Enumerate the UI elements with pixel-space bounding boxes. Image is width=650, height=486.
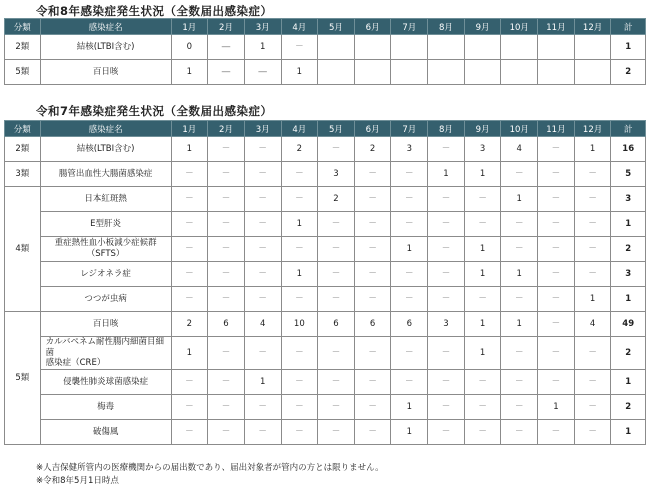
month-cell: － bbox=[281, 337, 318, 370]
month-cell bbox=[538, 60, 575, 85]
col-header: 7月 bbox=[391, 19, 428, 35]
month-cell: － bbox=[244, 262, 281, 287]
month-cell: － bbox=[428, 262, 465, 287]
month-cell: － bbox=[244, 419, 281, 444]
month-cell: 1 bbox=[501, 312, 538, 337]
col-header: 計 bbox=[611, 121, 646, 137]
total-cell: 5 bbox=[611, 162, 646, 187]
month-cell: 1 bbox=[281, 212, 318, 237]
col-header: 12月 bbox=[574, 19, 611, 35]
table-row bbox=[5, 337, 646, 370]
total-cell: 2 bbox=[611, 237, 646, 262]
month-cell bbox=[574, 35, 611, 60]
month-cell: － bbox=[464, 419, 501, 444]
category-cell: 2類 bbox=[5, 35, 41, 60]
month-cell bbox=[354, 60, 391, 85]
month-cell: － bbox=[281, 187, 318, 212]
month-cell: 1 bbox=[501, 262, 538, 287]
section-r7-title: 令和7年感染症発生状況（全数届出感染症） bbox=[36, 104, 273, 118]
month-cell: 3 bbox=[391, 137, 428, 162]
month-cell: － bbox=[281, 35, 318, 60]
table-row bbox=[5, 237, 646, 262]
month-cell: 2 bbox=[354, 137, 391, 162]
month-cell: － bbox=[354, 162, 391, 187]
month-cell: 0 bbox=[171, 35, 208, 60]
disease-name: 腸管出血性大腸菌感染症 bbox=[40, 162, 171, 187]
month-cell: － bbox=[171, 237, 208, 262]
month-cell bbox=[574, 60, 611, 85]
month-cell: 3 bbox=[428, 312, 465, 337]
month-cell: － bbox=[428, 212, 465, 237]
month-cell: － bbox=[281, 394, 318, 419]
month-cell bbox=[318, 60, 355, 85]
section-r8-title: 令和8年感染症発生状況（全数届出感染症） bbox=[36, 4, 273, 18]
col-header: 計 bbox=[611, 19, 646, 35]
month-cell: － bbox=[391, 287, 428, 312]
month-cell: － bbox=[281, 419, 318, 444]
table-row bbox=[5, 419, 646, 444]
disease-name: つつが虫病 bbox=[40, 287, 171, 312]
month-cell: － bbox=[538, 137, 575, 162]
col-header: 9月 bbox=[464, 19, 501, 35]
col-header: 分類 bbox=[5, 121, 41, 137]
category-cell: 2類 bbox=[5, 137, 41, 162]
month-cell: － bbox=[281, 237, 318, 262]
month-cell: 1 bbox=[244, 369, 281, 394]
month-cell: － bbox=[244, 162, 281, 187]
month-cell: － bbox=[574, 237, 611, 262]
month-cell: 6 bbox=[354, 312, 391, 337]
month-cell bbox=[501, 60, 538, 85]
month-cell: － bbox=[208, 187, 245, 212]
col-header: 8月 bbox=[428, 121, 465, 137]
month-cell: － bbox=[538, 237, 575, 262]
month-cell: 4 bbox=[574, 312, 611, 337]
col-header: 6月 bbox=[354, 19, 391, 35]
month-cell: 1 bbox=[464, 337, 501, 370]
month-cell bbox=[464, 35, 501, 60]
month-cell: － bbox=[171, 162, 208, 187]
month-cell: － bbox=[318, 137, 355, 162]
col-header: 12月 bbox=[574, 121, 611, 137]
total-cell: 2 bbox=[611, 337, 646, 370]
month-cell: － bbox=[501, 212, 538, 237]
total-cell: 3 bbox=[611, 187, 646, 212]
month-cell: － bbox=[538, 369, 575, 394]
month-cell: － bbox=[391, 162, 428, 187]
month-cell: 1 bbox=[171, 337, 208, 370]
month-cell: － bbox=[428, 137, 465, 162]
month-cell: 1 bbox=[538, 394, 575, 419]
footnote-2: ※令和8年5月1日時点 bbox=[36, 476, 119, 486]
month-cell: 10 bbox=[281, 312, 318, 337]
month-cell: － bbox=[501, 237, 538, 262]
month-cell: － bbox=[354, 394, 391, 419]
month-cell: － bbox=[574, 369, 611, 394]
month-cell bbox=[464, 60, 501, 85]
month-cell: 1 bbox=[244, 35, 281, 60]
total-cell: 16 bbox=[611, 137, 646, 162]
disease-name: 百日咳 bbox=[40, 60, 171, 85]
month-cell: 1 bbox=[171, 137, 208, 162]
col-header: 分類 bbox=[5, 19, 41, 35]
month-cell: － bbox=[428, 237, 465, 262]
month-cell: － bbox=[318, 237, 355, 262]
month-cell: － bbox=[171, 187, 208, 212]
month-cell: － bbox=[244, 394, 281, 419]
month-cell: 4 bbox=[244, 312, 281, 337]
table-row bbox=[5, 212, 646, 237]
disease-name: 結核(LTBI含む) bbox=[40, 137, 171, 162]
month-cell: 1 bbox=[501, 187, 538, 212]
month-cell: － bbox=[428, 394, 465, 419]
col-header: 3月 bbox=[244, 19, 281, 35]
col-header: 5月 bbox=[318, 19, 355, 35]
month-cell: － bbox=[354, 212, 391, 237]
month-cell: － bbox=[354, 187, 391, 212]
month-cell: 2 bbox=[318, 187, 355, 212]
month-cell: － bbox=[244, 187, 281, 212]
total-cell: 1 bbox=[611, 287, 646, 312]
month-cell: － bbox=[391, 187, 428, 212]
month-cell: － bbox=[574, 419, 611, 444]
table-row bbox=[5, 187, 646, 212]
disease-name: 破傷風 bbox=[40, 419, 171, 444]
table-row bbox=[5, 394, 646, 419]
col-header: 11月 bbox=[538, 121, 575, 137]
month-cell: － bbox=[244, 337, 281, 370]
month-cell bbox=[428, 35, 465, 60]
month-cell: － bbox=[244, 212, 281, 237]
col-header: 8月 bbox=[428, 19, 465, 35]
table-row bbox=[5, 312, 646, 337]
month-cell: － bbox=[354, 369, 391, 394]
month-cell: 1 bbox=[464, 262, 501, 287]
month-cell: － bbox=[208, 337, 245, 370]
month-cell: － bbox=[318, 262, 355, 287]
col-header: 2月 bbox=[208, 19, 245, 35]
month-cell: － bbox=[208, 419, 245, 444]
month-cell: 2 bbox=[171, 312, 208, 337]
month-cell: － bbox=[318, 287, 355, 312]
month-cell: 1 bbox=[464, 237, 501, 262]
disease-name: 結核(LTBI含む) bbox=[40, 35, 171, 60]
month-cell: 1 bbox=[428, 162, 465, 187]
month-cell: － bbox=[354, 287, 391, 312]
month-cell: － bbox=[464, 212, 501, 237]
month-cell: 1 bbox=[391, 394, 428, 419]
month-cell: － bbox=[354, 262, 391, 287]
month-cell: － bbox=[318, 337, 355, 370]
month-cell: － bbox=[318, 394, 355, 419]
month-cell: － bbox=[354, 419, 391, 444]
month-cell: － bbox=[354, 337, 391, 370]
col-header: 2月 bbox=[208, 121, 245, 137]
col-header: 4月 bbox=[281, 19, 318, 35]
col-header: 5月 bbox=[318, 121, 355, 137]
col-header: 9月 bbox=[464, 121, 501, 137]
month-cell: － bbox=[501, 394, 538, 419]
month-cell: － bbox=[501, 337, 538, 370]
month-cell: － bbox=[318, 212, 355, 237]
col-header: 10月 bbox=[501, 121, 538, 137]
month-cell: － bbox=[244, 237, 281, 262]
month-cell: － bbox=[428, 337, 465, 370]
total-cell: 1 bbox=[611, 35, 646, 60]
table-row bbox=[5, 262, 646, 287]
month-cell: － bbox=[574, 187, 611, 212]
month-cell: － bbox=[574, 337, 611, 370]
month-cell: － bbox=[318, 419, 355, 444]
month-cell: － bbox=[538, 162, 575, 187]
disease-name: E型肝炎 bbox=[40, 212, 171, 237]
month-cell: － bbox=[464, 394, 501, 419]
month-cell: － bbox=[208, 287, 245, 312]
month-cell bbox=[391, 60, 428, 85]
category-cell: 5類 bbox=[5, 312, 41, 445]
month-cell: 1 bbox=[574, 287, 611, 312]
col-header: 7月 bbox=[391, 121, 428, 137]
month-cell: － bbox=[538, 212, 575, 237]
month-cell: 3 bbox=[464, 137, 501, 162]
month-cell: － bbox=[538, 419, 575, 444]
disease-name: 日本紅斑熱 bbox=[40, 187, 171, 212]
month-cell bbox=[354, 35, 391, 60]
month-cell: － bbox=[208, 137, 245, 162]
month-cell: － bbox=[244, 137, 281, 162]
col-header: 感染症名 bbox=[40, 19, 171, 35]
month-cell: － bbox=[171, 369, 208, 394]
disease-name: 侵襲性肺炎球菌感染症 bbox=[40, 369, 171, 394]
month-cell: 1 bbox=[464, 312, 501, 337]
month-cell: ― bbox=[208, 35, 245, 60]
month-cell: － bbox=[281, 287, 318, 312]
month-cell: － bbox=[464, 287, 501, 312]
month-cell: 6 bbox=[391, 312, 428, 337]
disease-name: 百日咳 bbox=[40, 312, 171, 337]
col-header: 4月 bbox=[281, 121, 318, 137]
month-cell: － bbox=[281, 369, 318, 394]
month-cell: ― bbox=[208, 60, 245, 85]
month-cell: 1 bbox=[464, 162, 501, 187]
month-cell: － bbox=[538, 312, 575, 337]
month-cell: 3 bbox=[318, 162, 355, 187]
table-r8 bbox=[4, 18, 646, 85]
month-cell: － bbox=[464, 369, 501, 394]
col-header: 10月 bbox=[501, 19, 538, 35]
month-cell: － bbox=[538, 187, 575, 212]
month-cell: － bbox=[428, 419, 465, 444]
month-cell: － bbox=[391, 337, 428, 370]
month-cell: － bbox=[501, 369, 538, 394]
total-cell: 1 bbox=[611, 369, 646, 394]
month-cell: 6 bbox=[318, 312, 355, 337]
month-cell: － bbox=[208, 212, 245, 237]
month-cell: － bbox=[574, 212, 611, 237]
table-row bbox=[5, 162, 646, 187]
total-cell: 2 bbox=[611, 394, 646, 419]
month-cell: 1 bbox=[391, 237, 428, 262]
month-cell: － bbox=[538, 262, 575, 287]
month-cell: － bbox=[501, 419, 538, 444]
total-cell: 3 bbox=[611, 262, 646, 287]
month-cell: 1 bbox=[281, 60, 318, 85]
month-cell: － bbox=[574, 162, 611, 187]
month-cell: － bbox=[208, 237, 245, 262]
month-cell: － bbox=[208, 394, 245, 419]
month-cell: － bbox=[391, 212, 428, 237]
month-cell: 1 bbox=[391, 419, 428, 444]
month-cell: － bbox=[428, 187, 465, 212]
month-cell: － bbox=[171, 419, 208, 444]
month-cell: － bbox=[574, 262, 611, 287]
month-cell: － bbox=[391, 369, 428, 394]
category-cell: 5類 bbox=[5, 60, 41, 85]
month-cell bbox=[391, 35, 428, 60]
month-cell: － bbox=[501, 287, 538, 312]
month-cell: － bbox=[501, 162, 538, 187]
col-header: 感染症名 bbox=[40, 121, 171, 137]
total-cell: 1 bbox=[611, 212, 646, 237]
col-header: 1月 bbox=[171, 121, 208, 137]
month-cell: － bbox=[171, 262, 208, 287]
month-cell: 1 bbox=[574, 137, 611, 162]
month-cell: － bbox=[464, 187, 501, 212]
footnote-1: ※人吉保健所管内の医療機関からの届出数であり、届出対象者が管内の方とは限りません。 bbox=[36, 463, 384, 473]
month-cell: － bbox=[281, 162, 318, 187]
table-row bbox=[5, 60, 646, 85]
month-cell: 2 bbox=[281, 137, 318, 162]
month-cell: 1 bbox=[281, 262, 318, 287]
month-cell: － bbox=[208, 162, 245, 187]
month-cell bbox=[428, 60, 465, 85]
col-header: 11月 bbox=[538, 19, 575, 35]
month-cell: － bbox=[428, 287, 465, 312]
total-cell: 2 bbox=[611, 60, 646, 85]
total-cell: 49 bbox=[611, 312, 646, 337]
disease-name: カルバペネム耐性腸内細菌目細菌 感染症（CRE） bbox=[40, 337, 171, 370]
month-cell: － bbox=[208, 262, 245, 287]
category-cell: 4類 bbox=[5, 187, 41, 312]
month-cell: 1 bbox=[171, 60, 208, 85]
disease-name: 重症熱性血小板減少症候群 （SFTS） bbox=[40, 237, 171, 262]
month-cell: 4 bbox=[501, 137, 538, 162]
month-cell: － bbox=[208, 369, 245, 394]
table-row bbox=[5, 287, 646, 312]
month-cell: － bbox=[391, 262, 428, 287]
month-cell: － bbox=[244, 287, 281, 312]
month-cell bbox=[501, 35, 538, 60]
month-cell bbox=[538, 35, 575, 60]
month-cell: － bbox=[318, 369, 355, 394]
total-cell: 1 bbox=[611, 419, 646, 444]
month-cell: － bbox=[354, 237, 391, 262]
month-cell: 6 bbox=[208, 312, 245, 337]
col-header: 6月 bbox=[354, 121, 391, 137]
category-cell: 3類 bbox=[5, 162, 41, 187]
month-cell: － bbox=[538, 337, 575, 370]
disease-name: 梅毒 bbox=[40, 394, 171, 419]
month-cell: － bbox=[171, 212, 208, 237]
col-header: 1月 bbox=[171, 19, 208, 35]
table-r7 bbox=[4, 120, 646, 445]
month-cell: － bbox=[538, 287, 575, 312]
month-cell: － bbox=[171, 287, 208, 312]
col-header: 3月 bbox=[244, 121, 281, 137]
month-cell: ― bbox=[244, 60, 281, 85]
month-cell: － bbox=[574, 394, 611, 419]
month-cell: － bbox=[171, 394, 208, 419]
month-cell: － bbox=[428, 369, 465, 394]
table-row bbox=[5, 35, 646, 60]
table-row bbox=[5, 137, 646, 162]
table-row bbox=[5, 369, 646, 394]
disease-name: レジオネラ症 bbox=[40, 262, 171, 287]
month-cell bbox=[318, 35, 355, 60]
